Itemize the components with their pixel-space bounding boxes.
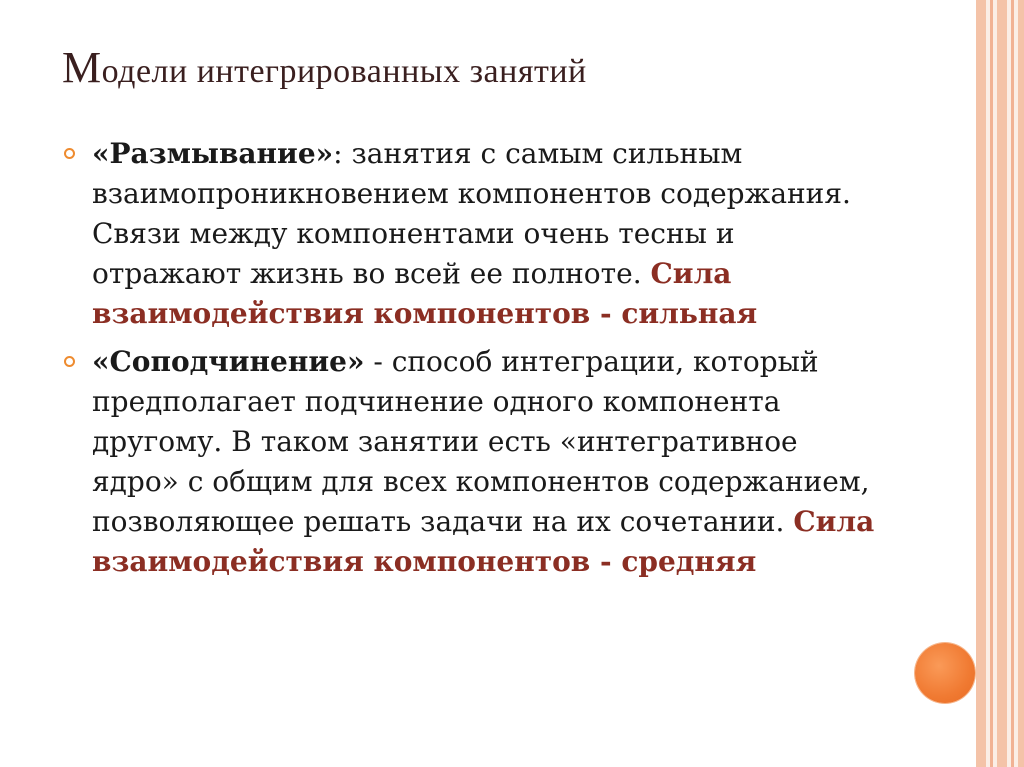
bullet-list xyxy=(62,134,882,582)
item-accent: Сила взаимодействия компонентов - средняя xyxy=(92,505,875,578)
title-initial: М xyxy=(62,43,102,92)
list-item xyxy=(62,342,882,582)
decorative-stripes xyxy=(976,0,1024,767)
page-title xyxy=(62,42,587,93)
decorative-circle-icon xyxy=(915,643,975,703)
item-text: - способ интеграции, который предполагает подчинение одного компонента другому. В таком занятии есть «интегративное ядро» с общим для всех компонентов содержанием, позволяющее решать задачи на их сочетании. xyxy=(92,345,870,538)
item-lead: «Соподчинение» xyxy=(92,345,365,378)
title-rest: одели интегрированных занятий xyxy=(101,53,587,90)
item-accent: Сила взаимодействия компонентов - сильная xyxy=(92,257,758,330)
item-text: : занятия с самым сильным взаимопроникновением компонентов содержания. Связи между компонентами очень тесны и отражают жизнь во всей ее полноте. xyxy=(92,137,851,290)
item-lead: «Размывание» xyxy=(92,137,334,170)
bullet-icon xyxy=(64,356,75,367)
list-item xyxy=(62,134,882,334)
bullet-icon xyxy=(64,148,75,159)
